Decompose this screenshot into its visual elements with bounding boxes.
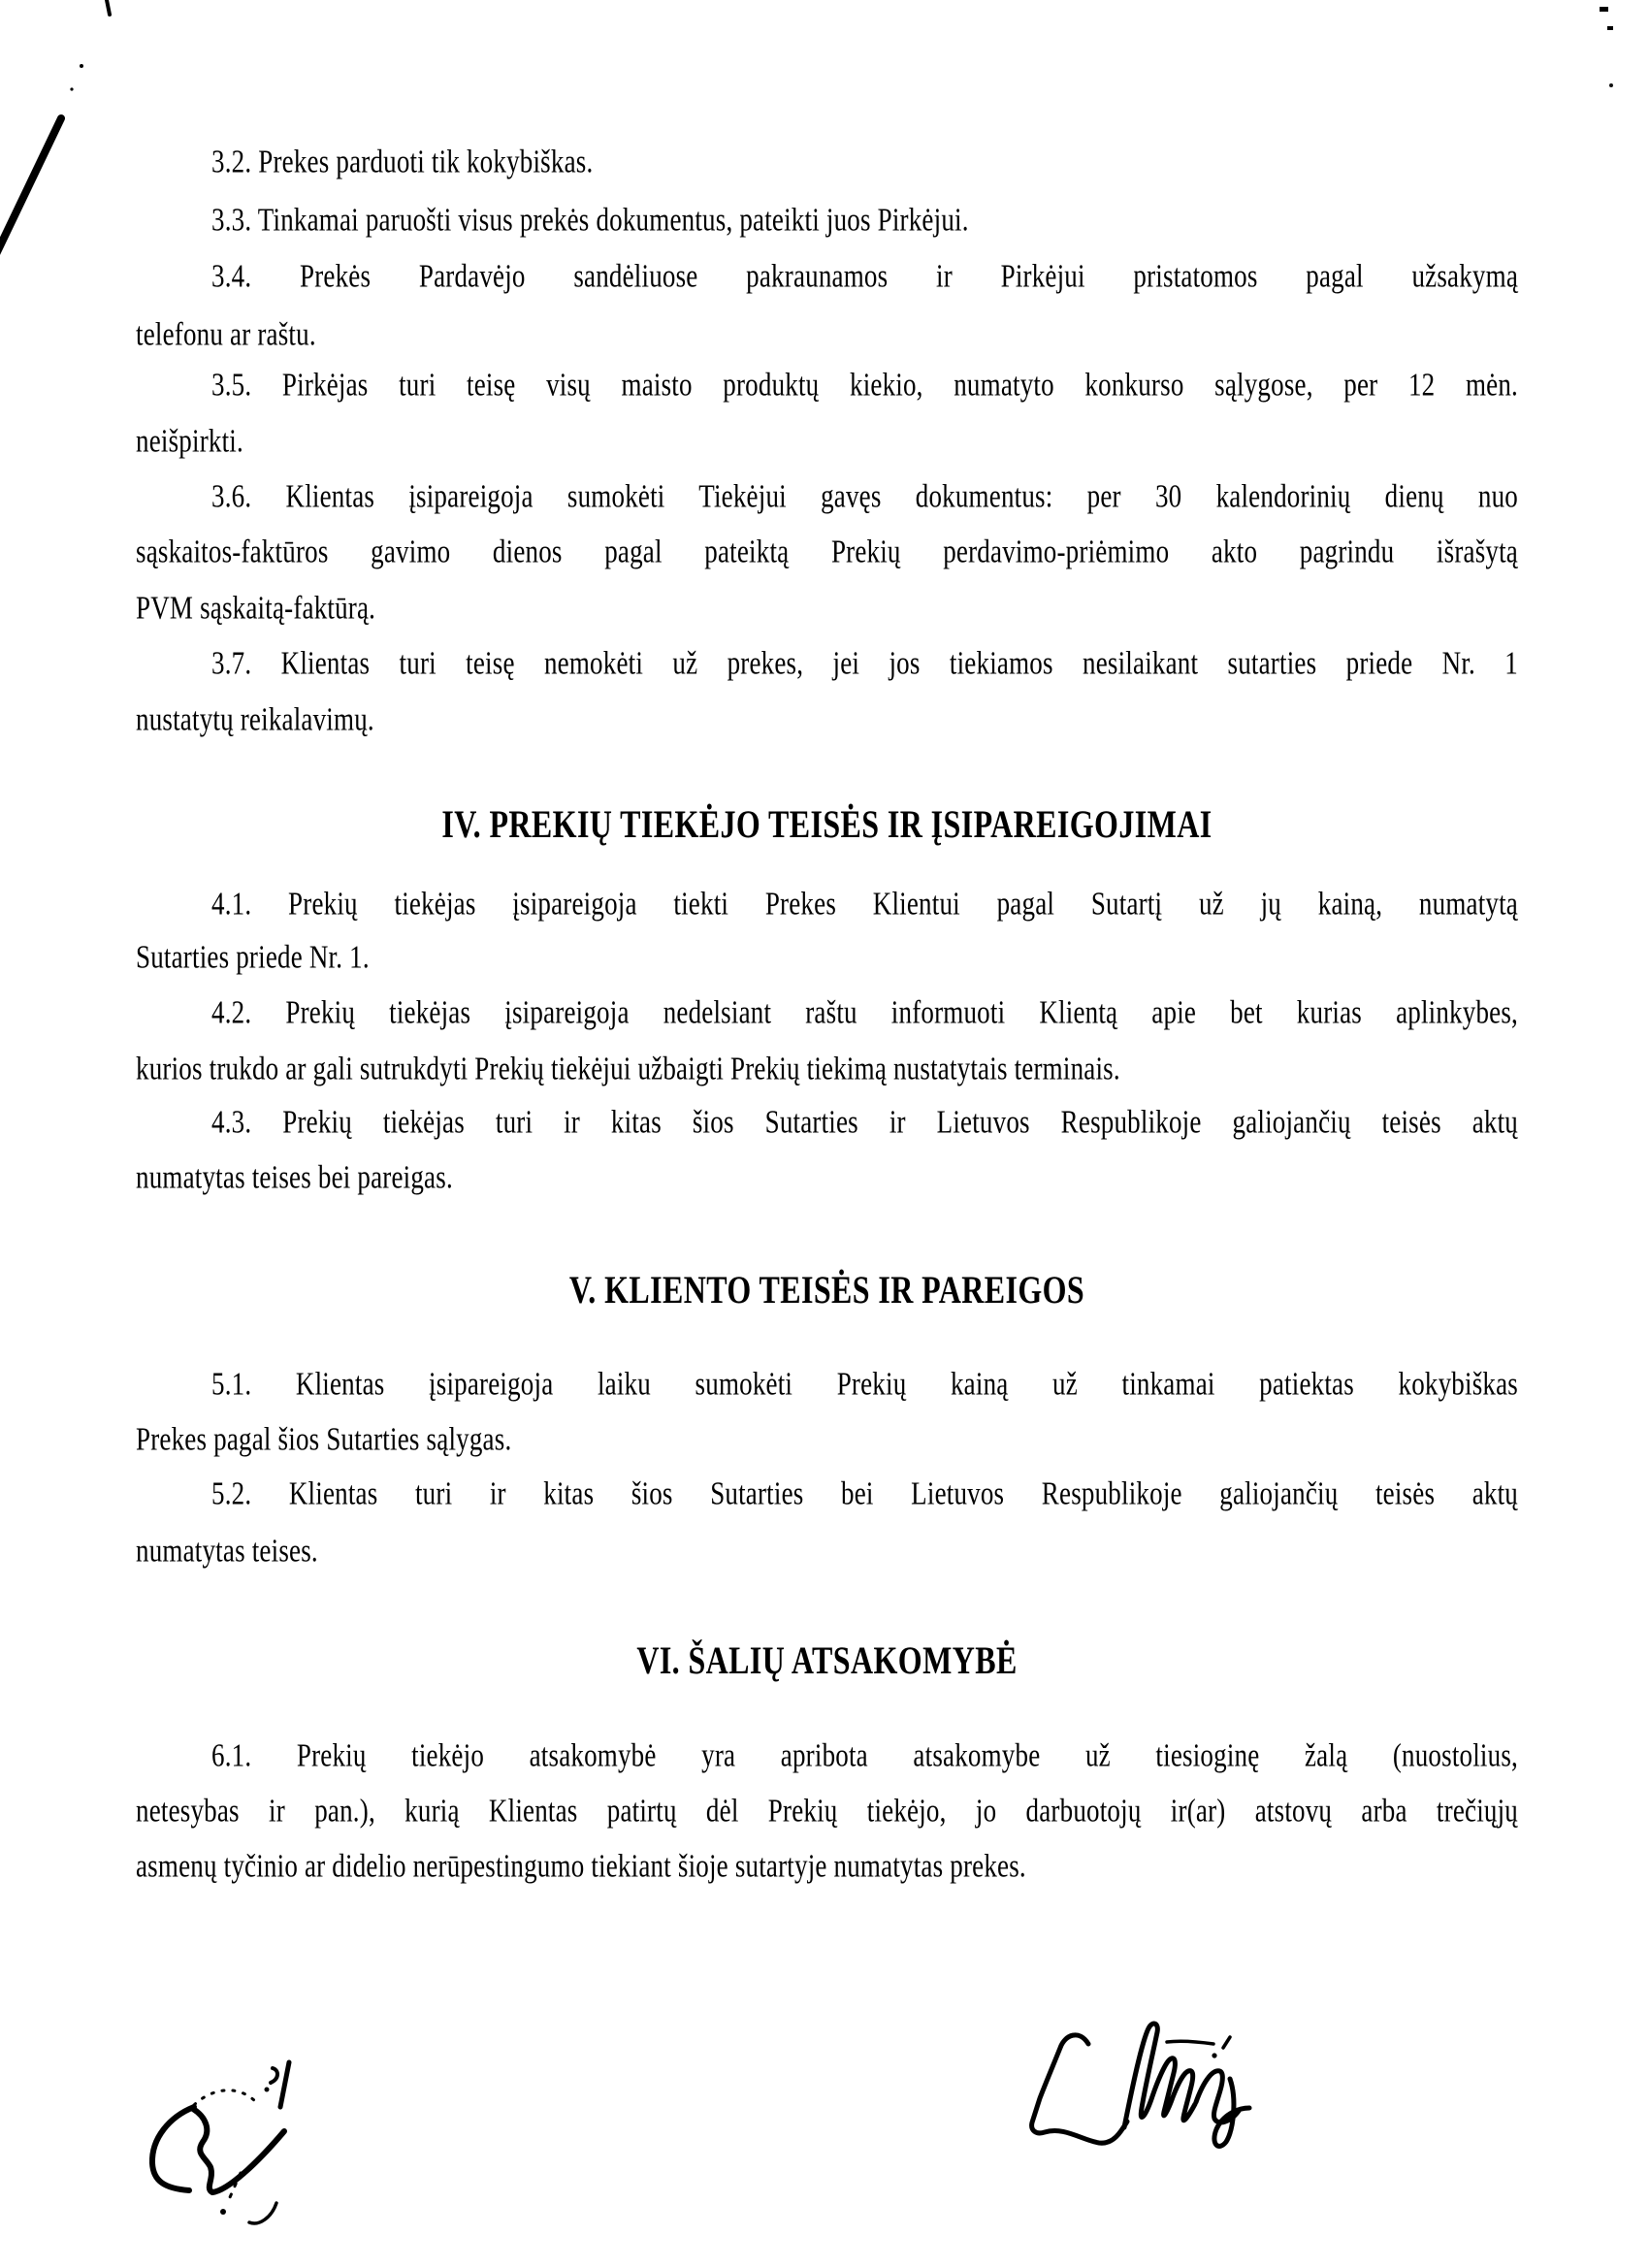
clause-text-line: 3.3. Tinkamai paruošti visus prekės dokumentus, pateikti juos Pirkėjui. bbox=[211, 201, 969, 239]
clause-text-line: numatytas teises bei pareigas. bbox=[136, 1158, 453, 1196]
clause-text-line: 5.2. Klientas turi ir kitas šios Sutarties bei Lietuvos Respublikoje galiojančių teisės aktų bbox=[211, 1474, 1518, 1512]
clause-text-line: telefonu ar raštu. bbox=[136, 315, 316, 353]
section-heading: IV. PREKIŲ TIEKĖJO TEISĖS IR ĮSIPAREIGOJIMAI bbox=[441, 801, 1212, 846]
clause-text-line: 4.1. Prekių tiekėjas įsipareigoja tiekti Prekes Klientui pagal Sutartį už jų kainą, numatytą bbox=[211, 885, 1518, 923]
clause-text-line: 4.3. Prekių tiekėjas turi ir kitas šios Sutarties ir Lietuvos Respublikoje galiojančių teisės aktų bbox=[211, 1103, 1518, 1141]
clause-text-line: netesybas ir pan.), kurią Klientas patirtų dėl Prekių tiekėjo, jo darbuotojų ir(ar) atstovų arba trečiųjų bbox=[136, 1792, 1518, 1830]
clause-text-line: PVM sąskaitą-faktūrą. bbox=[136, 589, 376, 627]
signature-left-icon bbox=[92, 2027, 335, 2241]
clause-text-line: 3.5. Pirkėjas turi teisę visų maisto produktų kiekio, numatyto konkurso sąlygose, per 12 mėn. bbox=[211, 366, 1518, 404]
clause-text-line: 3.7. Klientas turi teisę nemokėti už prekes, jei jos tiekiamos nesilaikant sutarties priede Nr. 1 bbox=[211, 644, 1518, 682]
clause-text-line: neišpirkti. bbox=[136, 422, 243, 460]
clause-text-line: asmenų tyčinio ar didelio nerūpestingumo tiekiant šioje sutartyje numatytas prekes. bbox=[136, 1847, 1026, 1885]
clause-text-line: 5.1. Klientas įsipareigoja laiku sumokėti Prekių kainą už tinkamai patiektas kokybiškas bbox=[211, 1365, 1518, 1403]
clause-text-line: Prekes pagal šios Sutarties sąlygas. bbox=[136, 1420, 512, 1458]
clause-text-line: Sutarties priede Nr. 1. bbox=[136, 938, 370, 976]
clause-text-line: sąskaitos-faktūros gavimo dienos pagal pateiktą Prekių perdavimo-priėmimo akto pagrindu išrašytą bbox=[136, 533, 1518, 570]
signature-right-icon bbox=[1023, 1984, 1353, 2217]
clause-text-line: kurios trukdo ar gali sutrukdyti Prekių tiekėjui užbaigti Prekių tiekimą nustatytais terminais. bbox=[136, 1050, 1120, 1087]
clause-text-line: 6.1. Prekių tiekėjo atsakomybė yra apribota atsakomybe už tiesioginę žalą (nuostolius, bbox=[211, 1736, 1518, 1774]
section-heading: VI. ŠALIŲ ATSAKOMYBĖ bbox=[636, 1637, 1018, 1682]
clause-text-line: 3.2. Prekes parduoti tik kokybiškas. bbox=[211, 143, 594, 180]
clause-text-line: nustatytų reikalavimų. bbox=[136, 700, 374, 738]
clause-text-line: 3.6. Klientas įsipareigoja sumokėti Tiekėjui gavęs dokumentus: per 30 kalendorinių dienų nuo bbox=[211, 477, 1518, 515]
clause-text-line: 3.4. Prekės Pardavėjo sandėliuose pakraunamos ir Pirkėjui pristatomos pagal užsakymą bbox=[211, 257, 1518, 295]
section-heading: V. KLIENTO TEISĖS IR PAREIGOS bbox=[568, 1267, 1085, 1312]
clause-text-line: 4.2. Prekių tiekėjas įsipareigoja nedelsiant raštu informuoti Klientą apie bet kurias aplinkybes, bbox=[211, 993, 1518, 1031]
clause-text-line: numatytas teises. bbox=[136, 1532, 318, 1570]
